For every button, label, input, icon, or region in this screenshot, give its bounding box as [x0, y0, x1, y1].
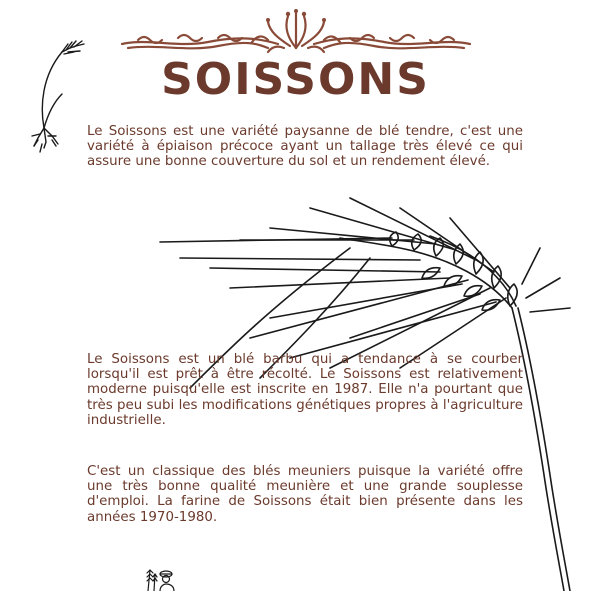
wheat-sprout-icon	[18, 36, 98, 154]
farmer-icon	[140, 566, 180, 591]
flourish-ornament-icon	[118, 8, 474, 56]
history-paragraph: Le Soissons est un blé barbu qui a tendance à se courber lorsqu'il est prêt à être récolté. Le Soissons est relativement moderne puisqu'elle est inscrite en 1987. Elle n'a pourtant que très peu subi les modifications génétiques propres à l'agriculture industrielle.	[87, 352, 523, 428]
intro-paragraph: Le Soissons est une variété paysanne de blé tendre, c'est une variété à épiaison précoce ayant un tallage très élevé ce qui assure une bonne couverture du sol et un rendement élevé.	[87, 124, 523, 170]
usage-paragraph: C'est un classique des blés meuniers puisque la variété offre une très bonne qualité meunière et une grande souplesse d'emploi. La farine de Soissons était bien présente dans les années 1970-1980.	[87, 464, 523, 525]
page-title: SOISSONS	[161, 54, 430, 105]
